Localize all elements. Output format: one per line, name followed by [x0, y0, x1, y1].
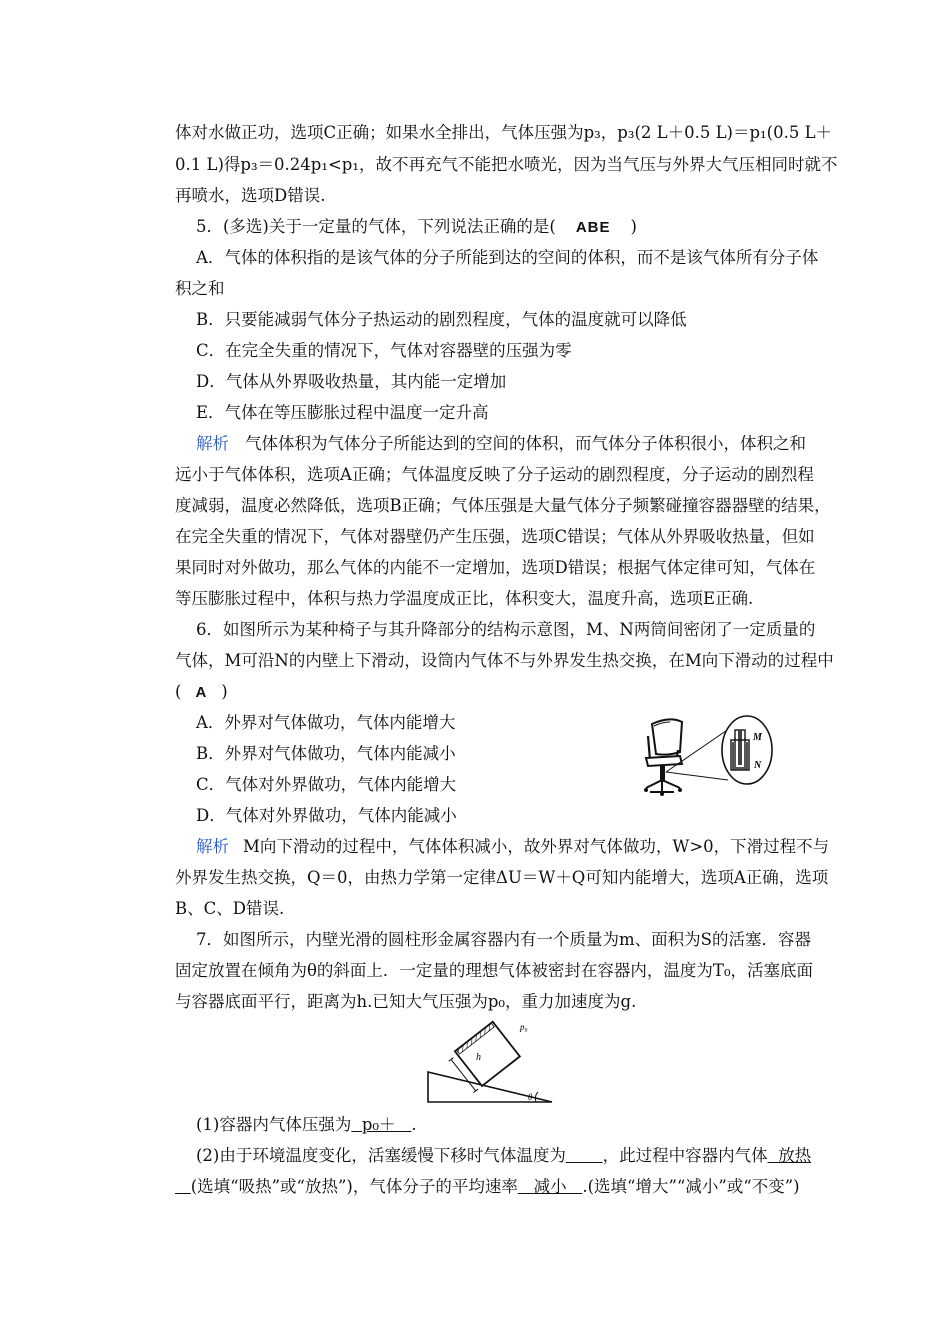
q7-stem-2: 固定放置在倾角为θ的斜面上．一定量的理想气体被密封在容器内，温度为T₀，活塞底面 [175, 961, 814, 980]
q7-sub2-answer1 [768, 1146, 812, 1165]
q7-sub2-mid: ，此过程中容器内气体 [602, 1146, 768, 1165]
q5-explanation-6: 等压膨胀过程中，体积与热力学温度成正比，体积变大，温度升高，选项E正确. [175, 589, 754, 608]
q6-explanation-3: B、C、D错误. [175, 899, 285, 918]
q7-sub1-period: . [411, 1115, 417, 1134]
q6-answer-line [175, 682, 815, 703]
q6-jiexi-label: 解析 [196, 837, 229, 856]
q6-option-b: B．外界对气体做功，气体内能减小 [196, 744, 456, 763]
q5-answer: ABE [575, 219, 611, 236]
label-n: N [754, 760, 762, 771]
q7-sub1-answer-text: p₀＋ [361, 1115, 396, 1134]
prev-line-1: 体对水做正功，选项C正确；如果水全排出，气体压强为p₃，p₃(2 L＋0.5 L)＝p₁(0.5 L＋ [175, 123, 833, 142]
q7-sub1-text: (1)容器内气体压强为 [196, 1115, 352, 1134]
prev-line-3: 再喷水，选项D错误. [175, 186, 326, 205]
chair-diagram [640, 706, 790, 798]
q5-stem-text: 5．(多选)关于一定量的气体，下列说法正确的是( [196, 217, 556, 236]
q5-explanation-2: 远小于气体体积，选项A正确；气体温度反映了分子运动的剧烈程度，分子运动的剧烈程 [175, 465, 814, 484]
q5-jiexi-label: 解析 [196, 434, 229, 453]
q7-sub2-answer1-text: 放热 [778, 1146, 812, 1165]
q7-sub2-answer2 [518, 1177, 583, 1196]
q7-stem-1: 7．如图所示，内壁光滑的圆柱形金属容器内有一个质量为m、面积为S的活塞．容器 [196, 930, 811, 949]
q6-paren-open: ( [175, 682, 182, 701]
label-h: h [476, 1052, 481, 1063]
q5-stem [196, 217, 836, 238]
q5-option-e: E．气体在等压膨胀过程中温度一定升高 [196, 403, 489, 422]
q5-explanation-5: 果同时对外做功，那么气体的内能不一定增加，选项D错误；根据气体定律可知，气体在 [175, 558, 816, 577]
q6-explanation-1 [196, 837, 836, 857]
label-p0: p₀ [520, 1022, 528, 1032]
q7-sub2-line2 [175, 1177, 815, 1197]
q6-answer: A [195, 684, 208, 701]
label-theta: θ [528, 1092, 533, 1102]
q7-sub1-answer [351, 1115, 411, 1134]
q6-option-a: A．外界对气体做功，气体内能增大 [196, 713, 456, 732]
q7-sub2-line2-text: (选填“吸热”或“放热”)，气体分子的平均速率 [190, 1177, 518, 1196]
q7-sub2-answer2-text: 减小 [533, 1177, 567, 1196]
q5-paren-close: ) [630, 217, 637, 236]
q6-paren-close: ) [221, 682, 228, 701]
q5-option-c: C．在完全失重的情况下，气体对容器壁的压强为零 [196, 341, 572, 360]
q6-exp-text-1: M向下滑动的过程中，气体体积减小，故外界对气体做功，W>0，下滑过程不与 [243, 837, 830, 856]
q5-explanation-1 [196, 434, 836, 454]
q5-option-a-cont: 积之和 [175, 279, 225, 298]
q6-stem-2: 气体，M可沿N的内壁上下滑动，设筒内气体不与外界发生热交换，在M向下滑动的过程中 [175, 651, 834, 670]
q5-explanation-4: 在完全失重的情况下，气体对器壁仍产生压强，选项C错误；气体从外界吸收热量，但如 [175, 527, 815, 546]
incline-figure [424, 1012, 556, 1104]
q5-option-b: B．只要能减弱气体分子热运动的剧烈程度，气体的温度就可以降低 [196, 310, 687, 329]
incline-diagram [424, 1012, 556, 1104]
q5-option-a: A．气体的体积指的是该气体的分子所能到达的空间的体积，而不是该气体所有分子体 [196, 248, 819, 267]
chair-figure [640, 706, 790, 798]
prev-line-2: 0.1 L)得p₃＝0.24p₁<p₁，故不再充气不能把水喷光，因为当气压与外界大气压相同时就不 [175, 155, 838, 174]
q5-option-d: D．气体从外界吸收热量，其内能一定增加 [196, 372, 507, 391]
q7-stem-3: 与容器底面平行，距离为h.已知大气压强为p₀，重力加速度为g. [175, 992, 637, 1011]
q5-exp-text-1: 气体体积为气体分子所能达到的空间的体积，而气体分子体积很小，体积之和 [245, 434, 806, 453]
q6-option-c: C．气体对外界做功，气体内能增大 [196, 775, 457, 794]
q7-sub1 [196, 1115, 836, 1135]
label-m: M [753, 732, 762, 743]
q6-explanation-2: 外界发生热交换，Q＝0，由热力学第一定律ΔU＝W＋Q可知内能增大，选项A正确，选项 [175, 868, 829, 887]
q5-explanation-3: 度减弱，温度必然降低，选项B正确；气体压强是大量气体分子频繁碰撞容器器壁的结果， [175, 496, 831, 515]
q7-sub2-line2-post: .(选填“增大”“减小”或“不变”) [582, 1177, 800, 1196]
q7-sub2-blank [566, 1146, 603, 1165]
q7-sub2-line1 [196, 1146, 836, 1166]
q7-sub2-blank-cont [175, 1177, 191, 1196]
q6-stem-1: 6．如图所示为某种椅子与其升降部分的结构示意图，M、N两筒间密闭了一定质量的 [196, 620, 816, 639]
q6-option-d: D．气体对外界做功，气体内能减小 [196, 806, 457, 825]
q7-sub2-text: (2)由于环境温度变化，活塞缓慢下移时气体温度为 [196, 1146, 566, 1165]
